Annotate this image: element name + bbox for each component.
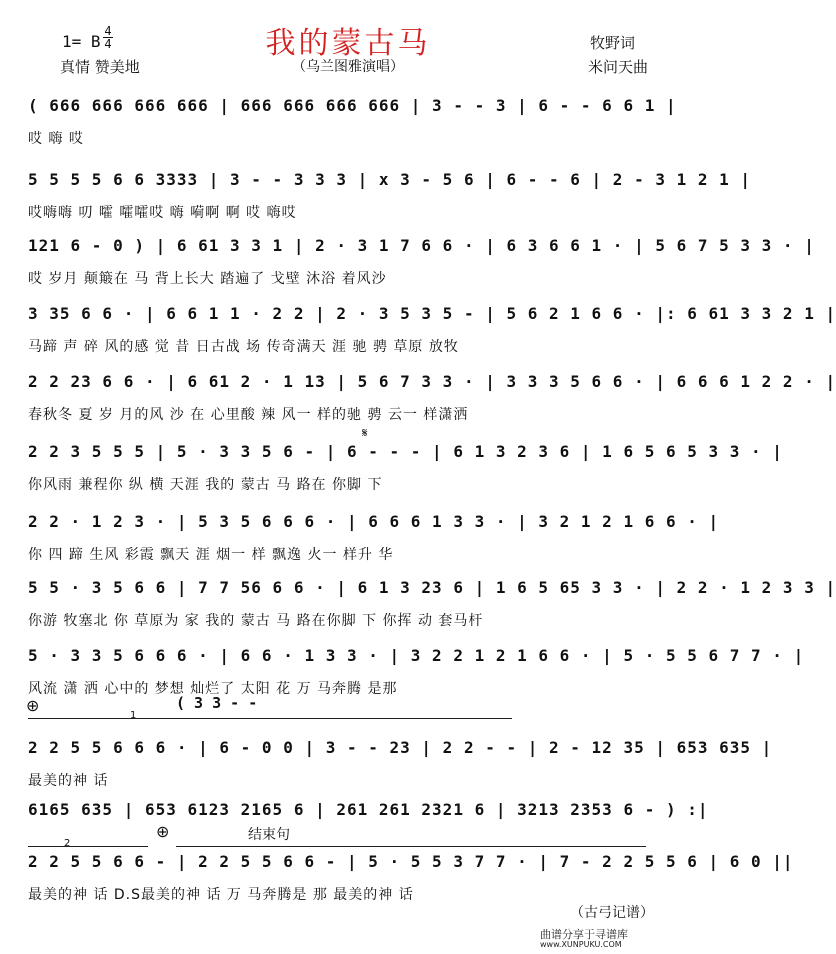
expression-mark: 真情 赞美地 xyxy=(60,58,140,76)
time-top: 4 xyxy=(104,24,112,38)
notation-line: ( 666 666 666 666 | 666 666 666 666 | 3 - - 3 | 6 - - 6 6 1 | xyxy=(28,96,677,115)
volta-1-label: 1 xyxy=(130,710,137,721)
volta-line-2 xyxy=(28,846,148,847)
transcriber-credit: （古弓记谱） xyxy=(570,905,654,921)
notation-line: 5 5 5 5 6 6 3333 | 3 - - 3 3 3 | x 3 - 5 6 | 6 - - 6 | 2 - 3 1 2 1 | xyxy=(28,170,752,189)
notation-line: 2 2 23 6 6 · | 6 61 2 · 1 13 | 5 6 7 3 3 · | 3 3 3 5 6 6 · | 6 6 6 1 2 2 · | xyxy=(28,372,836,391)
notation-line: 6165 635 | 653 6123 2165 6 | 261 261 2321 6 | 3213 2353 6 - ) :| xyxy=(28,800,709,819)
lyric-line: 哎嗨嗨 叨 嚯 嚯嚯哎 嗨 嗬啊 啊 哎 嗨哎 xyxy=(28,205,297,221)
volta-line-1 xyxy=(28,718,512,719)
time-bottom: 4 xyxy=(104,37,112,51)
site-credit: 曲谱分享于寻谱库 xyxy=(540,928,628,941)
lyric-line: 马蹄 声 碎 风的感 觉 昔 日古战 场 传奇满天 涯 驰 骋 草原 放牧 xyxy=(28,339,459,355)
song-subtitle: （乌兰图雅演唱） xyxy=(292,59,404,75)
composer-credit: 米问天曲 xyxy=(588,58,649,76)
notation-line: 2 2 5 5 6 6 - | 2 2 5 5 6 6 - | 5 · 5 5 3 7 7 · | 7 - 2 2 5 5 6 | 6 0 || xyxy=(28,852,794,871)
lyric-line: 风流 潇 洒 心中的 梦想 灿烂了 太阳 花 万 马奔腾 是那 xyxy=(28,681,398,697)
ending-label: 结束句 xyxy=(248,827,290,843)
lyric-line: 你 四 蹄 生风 彩霞 飘天 涯 烟一 样 飘逸 火一 样升 华 xyxy=(28,547,394,563)
lyric-line: 最美的神 话 xyxy=(28,773,109,789)
notation-line: 3 35 6 6 · | 6 6 1 1 · 2 2 | 2 · 3 5 3 5 - | 5 6 2 1 6 6 · |: 6 61 3 3 2 1 | xyxy=(28,304,836,323)
site-url: www.XUNPUKU.COM xyxy=(540,940,622,949)
notation-line: 121 6 - 0 ) | 6 61 3 3 1 | 2 · 3 1 7 6 6 · | 6 3 6 6 1 · | 5 6 7 5 3 3 · | xyxy=(28,236,815,255)
lyric-line: 你风雨 兼程你 纵 横 天涯 我的 蒙古 马 路在 你脚 下 xyxy=(28,477,383,493)
coda-sign: ⊕ xyxy=(26,696,40,715)
volta-2-label: 2 xyxy=(64,838,71,849)
segno-sign: 𝄋 xyxy=(362,426,368,441)
ending-line xyxy=(176,846,646,847)
notation-line: 2 2 3 5 5 5 | 5 · 3 3 5 6 - | 6 - - - | 6 1 3 2 3 6 | 1 6 5 6 5 3 3 · | xyxy=(28,442,783,461)
lyric-line: 最美的神 话 D.S最美的神 话 万 马奔腾是 那 最美的神 话 xyxy=(28,887,414,903)
notation-line: 5 5 · 3 5 6 6 | 7 7 56 6 6 · | 6 1 3 23 6 | 1 6 5 65 3 3 · | 2 2 · 1 2 3 3 | xyxy=(28,578,836,597)
song-title: 我的蒙古马 xyxy=(265,26,431,61)
coda-sign-2: ⊕ xyxy=(156,822,170,841)
notation-line: 2 2 · 1 2 3 · | 5 3 5 6 6 6 · | 6 6 6 1 3 3 · | 3 2 1 2 1 6 6 · | xyxy=(28,512,720,531)
lyric-line: 哎 岁月 颠簸在 马 背上长大 踏遍了 戈壁 沐浴 着风沙 xyxy=(28,271,387,287)
time-signature xyxy=(103,25,113,50)
lyricist-credit: 牧野词 xyxy=(590,34,636,52)
lyric-line: 哎 嗨 哎 xyxy=(28,131,84,147)
notation-line: 2 2 5 5 6 6 6 · | 6 - 0 0 | 3 - - 23 | 2 2 - - | 2 - 12 35 | 653 635 | xyxy=(28,738,773,757)
notation-line: 5 · 3 3 5 6 6 6 · | 6 6 · 1 3 3 · | 3 2 2 1 2 1 6 6 · | 5 · 5 5 6 7 7 · | xyxy=(28,646,805,665)
lyric-line: 你游 牧塞北 你 草原为 家 我的 蒙古 马 路在你脚 下 你挥 动 套马杆 xyxy=(28,613,484,629)
lyric-line: 春秋冬 夏 岁 月的风 沙 在 心里酸 辣 风一 样的驰 骋 云一 样潇洒 xyxy=(28,407,469,423)
bracket-notes: ( 3 3 - - xyxy=(176,694,258,712)
key-signature: 1= B xyxy=(62,32,101,51)
